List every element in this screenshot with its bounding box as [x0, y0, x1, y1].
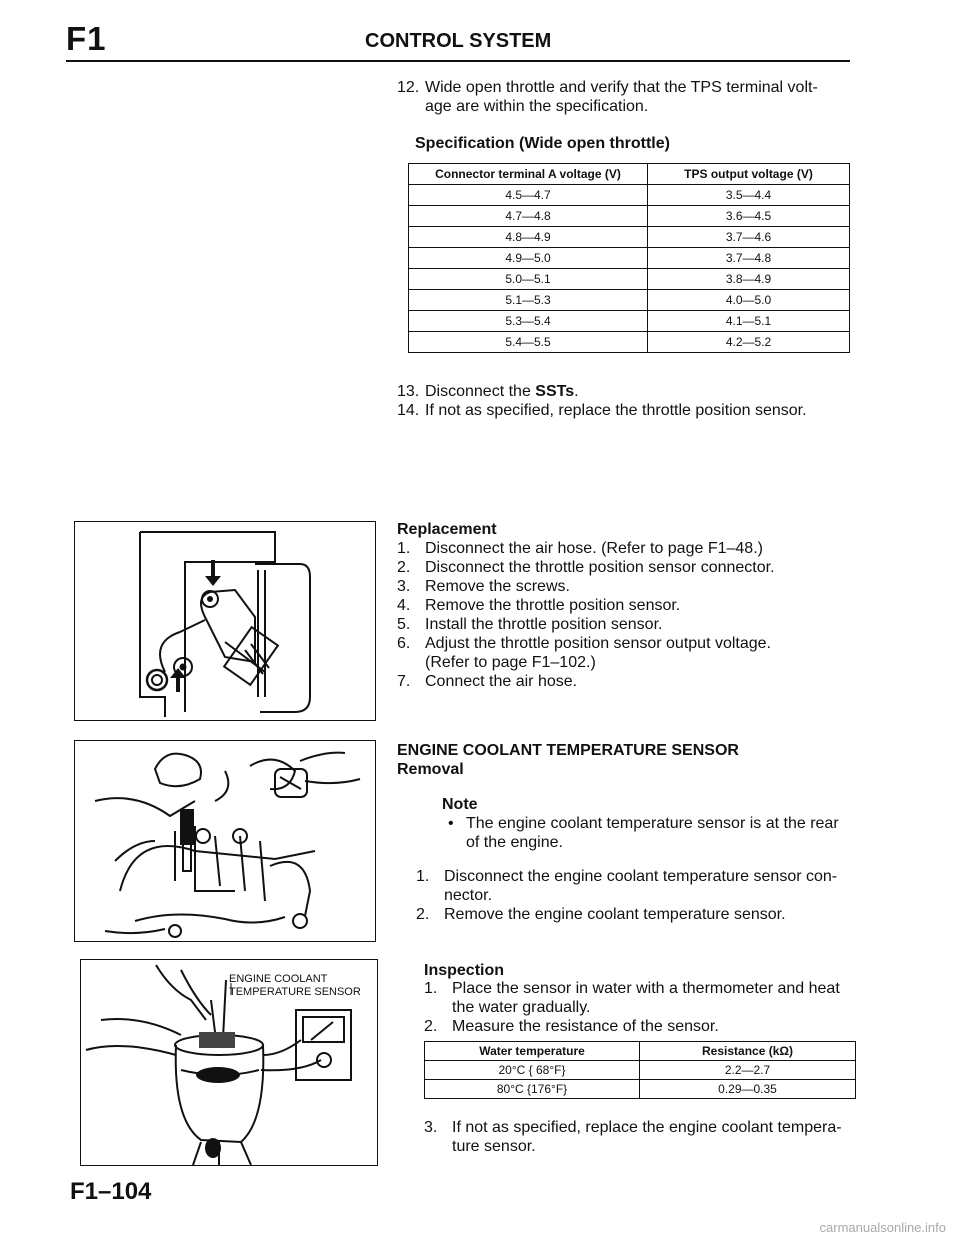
- step-12: 12. Wide open throttle and verify that the TPS terminal volt- age are within the specification.: [397, 79, 818, 115]
- figure-label: ENGINE COOLANT TEMPERATURE SENSOR: [229, 973, 361, 998]
- header-rule: [66, 60, 850, 62]
- table-header-row: [409, 164, 850, 185]
- tps-spec-table: [408, 163, 850, 353]
- table-cell: 5.1—5.3: [409, 290, 648, 311]
- inspection-heading: Inspection: [424, 962, 505, 979]
- section-code: F1: [66, 20, 107, 57]
- table-row: [409, 248, 850, 269]
- figure-throttle-position-sensor: [74, 521, 376, 721]
- table-header: Water temperature: [425, 1042, 640, 1061]
- table-cell: 4.7—4.8: [409, 206, 648, 227]
- figure-ect-sensor-location: [74, 740, 376, 942]
- table-header: Resistance (kΩ): [640, 1042, 856, 1061]
- table-cell: 3.5—4.4: [648, 185, 850, 206]
- list-item: 1. Place the sensor in water with a thermometer and heat the water gradually.: [424, 980, 840, 1016]
- list-item: 3. If not as specified, replace the engine coolant tempera- ture sensor.: [424, 1119, 842, 1155]
- list-item: 2. Remove the engine coolant temperature sensor.: [416, 906, 786, 923]
- replacement-heading: Replacement: [397, 521, 497, 538]
- watermark: carmanualsonline.info: [819, 1220, 946, 1235]
- table-cell: 4.2—5.2: [648, 332, 850, 353]
- table-row: [425, 1061, 856, 1080]
- figure-ect-inspection: [80, 959, 378, 1166]
- table-row: [409, 311, 850, 332]
- list-item: 1. Disconnect the air hose. (Refer to page F1–48.): [397, 540, 763, 557]
- table-cell: 3.7—4.6: [648, 227, 850, 248]
- table-header: Connector terminal A voltage (V): [409, 164, 648, 185]
- table-cell: 4.5—4.7: [409, 185, 648, 206]
- list-item: 6. Adjust the throttle position sensor output voltage. (Refer to page F1–102.): [397, 635, 771, 671]
- table-cell: 0.29—0.35: [640, 1080, 856, 1099]
- table-row: [425, 1080, 856, 1099]
- removal-heading: Removal: [397, 761, 464, 778]
- table-cell: 80°C {176°F}: [425, 1080, 640, 1099]
- table-cell: 4.9—5.0: [409, 248, 648, 269]
- table-row: [409, 227, 850, 248]
- table-cell: 2.2—2.7: [640, 1061, 856, 1080]
- table-cell: 4.0—5.0: [648, 290, 850, 311]
- table-header-row: [425, 1042, 856, 1061]
- table-cell: 5.3—5.4: [409, 311, 648, 332]
- step-13: 13. Disconnect the SSTs.: [397, 383, 579, 400]
- page-title: CONTROL SYSTEM: [365, 30, 552, 52]
- table-cell: 20°C { 68°F}: [425, 1061, 640, 1080]
- table-cell: 3.8—4.9: [648, 269, 850, 290]
- note-heading: Note: [442, 796, 478, 813]
- list-item: 1. Disconnect the engine coolant temperature sensor con- nector.: [416, 868, 838, 904]
- resistance-table: [424, 1041, 856, 1099]
- spec-title: Specification (Wide open throttle): [415, 135, 670, 152]
- table-row: [409, 332, 850, 353]
- table-cell: 5.4—5.5: [409, 332, 648, 353]
- throttle-body-illustration: [75, 522, 375, 720]
- list-item: 2. Measure the resistance of the sensor.: [424, 1018, 719, 1035]
- bullet-icon: •: [448, 815, 454, 832]
- table-cell: 4.8—4.9: [409, 227, 648, 248]
- note-item: • The engine coolant temperature sensor is at the rear of the engine.: [448, 815, 839, 851]
- step-14: 14. If not as specified, replace the throttle position sensor.: [397, 402, 807, 419]
- list-item: 5. Install the throttle position sensor.: [397, 616, 663, 633]
- table-cell: 5.0—5.1: [409, 269, 648, 290]
- table-cell: 3.6—4.5: [648, 206, 850, 227]
- engine-illustration: [75, 741, 375, 941]
- table-cell: 3.7—4.8: [648, 248, 850, 269]
- list-item: 2. Disconnect the throttle position sensor connector.: [397, 559, 775, 576]
- ect-title: ENGINE COOLANT TEMPERATURE SENSOR: [397, 742, 739, 759]
- table-row: [409, 185, 850, 206]
- list-item: 4. Remove the throttle position sensor.: [397, 597, 681, 614]
- table-cell: 4.1—5.1: [648, 311, 850, 332]
- table-header: TPS output voltage (V): [648, 164, 850, 185]
- table-row: [409, 269, 850, 290]
- table-row: [409, 290, 850, 311]
- list-item: 7. Connect the air hose.: [397, 673, 578, 690]
- list-item: 3. Remove the screws.: [397, 578, 570, 595]
- page-number: F1–104: [70, 1178, 152, 1205]
- table-row: [409, 206, 850, 227]
